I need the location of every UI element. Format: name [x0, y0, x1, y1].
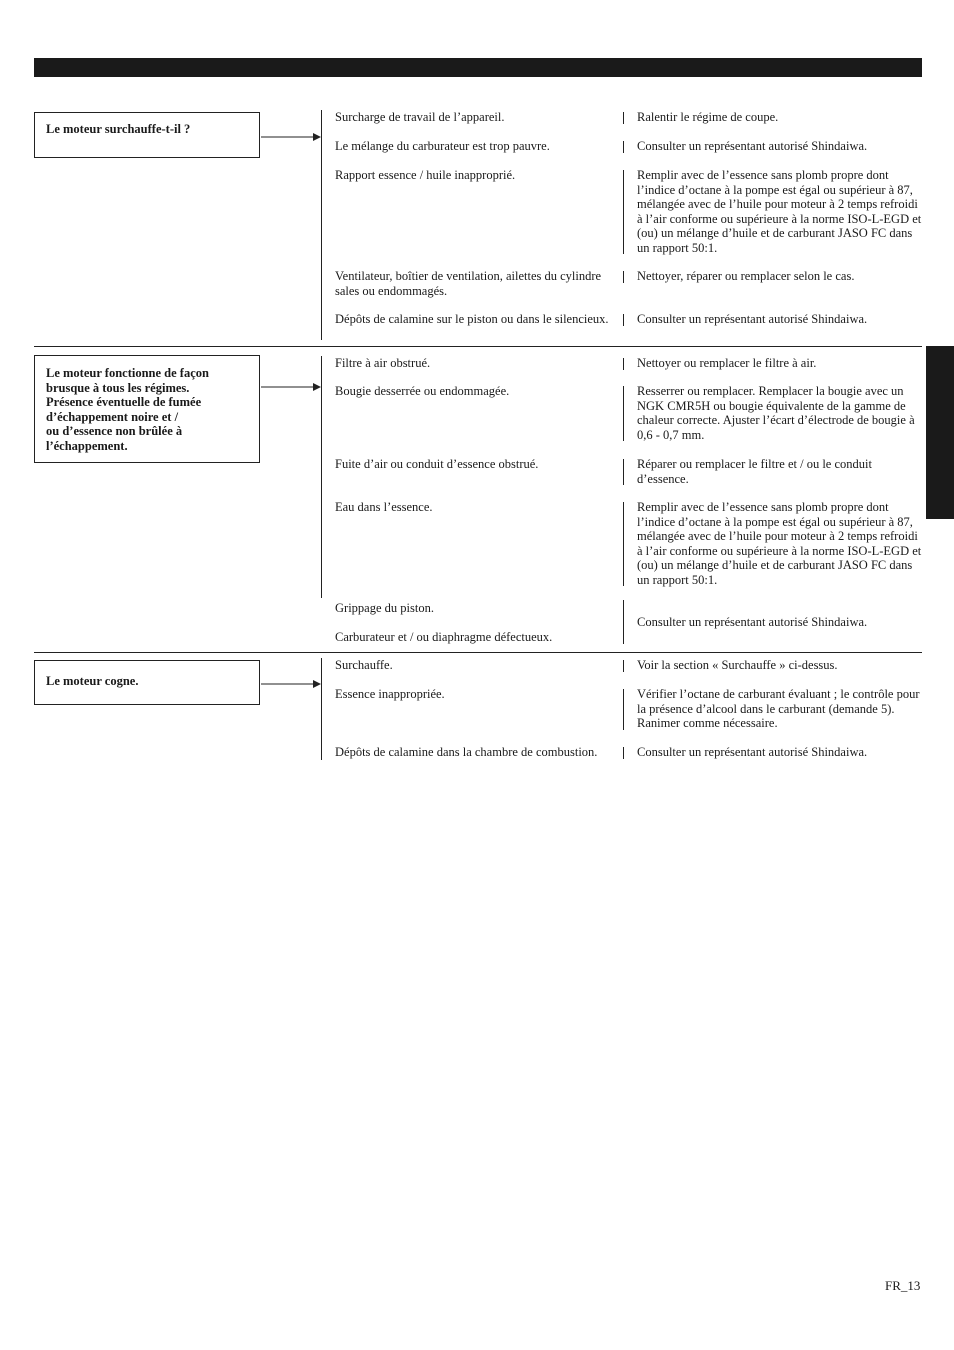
remedy-marker	[623, 459, 624, 485]
remedy-marker	[623, 271, 624, 283]
remedy-item: Resserrer ou remplacer. Remplacer la bougie avec un NGK CMR5H ou bougie équivalente de la gamme de chaleur correcte. Ajuster l’écart d’électrode de bougie à 0,6 - 0,7 mm.	[637, 384, 915, 442]
remedy-item: Consulter un représentant autorisé Shindaiwa.	[637, 312, 868, 326]
cause-item: Rapport essence / huile inapproprié.	[335, 168, 516, 182]
cause-item: Surchauffe.	[335, 658, 393, 672]
remedy-marker	[623, 314, 624, 326]
cause-item: Ventilateur, boîtier de ventilation, ailettes du cylindre sales ou endommagés.	[335, 269, 602, 298]
remedy-marker	[623, 502, 624, 586]
header-bar	[34, 58, 922, 77]
remedy-marker	[623, 600, 624, 644]
question-box	[34, 112, 260, 158]
remedy-item: Consulter un représentant autorisé Shindaiwa.	[637, 745, 868, 759]
remedy-marker	[623, 141, 624, 153]
cause-item: Bougie desserrée ou endommagée.	[335, 384, 510, 398]
question-box	[34, 355, 260, 463]
section-divider	[34, 346, 922, 347]
question-text: Le moteur fonctionne de façon brusque à tous les régimes. Présence éventuelle de fumée d’échappement noire et / ou d’essence non brûlée à l’échappement.	[46, 366, 209, 453]
remedy-item: Vérifier l’octane de carburant évaluant ; le contrôle pour la présence d’alcool dans le carburant (demande 5). Ranimer comme nécessaire.	[637, 687, 920, 730]
remedy-item: Réparer ou remplacer le filtre et / ou le conduit d’essence.	[637, 457, 872, 486]
remedy-item: Ralentir le régime de coupe.	[637, 110, 779, 124]
remedy-item: Nettoyer, réparer ou remplacer selon le cas.	[637, 269, 855, 283]
cause-item: Dépôts de calamine dans la chambre de combustion.	[335, 745, 598, 759]
remedy-marker	[623, 660, 624, 672]
remedy-item: Consulter un représentant autorisé Shindaiwa.	[637, 615, 868, 629]
remedy-marker	[623, 747, 624, 759]
remedy-item: Nettoyer ou remplacer le filtre à air.	[637, 356, 817, 370]
cause-item: Le mélange du carburateur est trop pauvre.	[335, 139, 550, 153]
cause-item: Grippage du piston.	[335, 601, 434, 615]
question-text: Le moteur cogne.	[46, 674, 139, 688]
remedy-marker	[623, 358, 624, 370]
cause-item: Eau dans l’essence.	[335, 500, 433, 514]
remedy-marker	[623, 112, 624, 124]
remedy-item: Remplir avec de l’essence sans plomb propre dont l’indice d’octane à la pompe est égal ou supérieur à 87, mélangée avec de l’huile pour moteur à 2 temps refroidi à l’air conforme ou supérieure à la norme ISO-L-EGD et (ou) un mélange d’huile et de carburant JASO FC dans un rapport 50:1.	[637, 168, 922, 255]
causes-bracket	[321, 658, 322, 760]
arrow-right-icon	[261, 382, 321, 392]
arrow-right-icon	[261, 132, 321, 142]
cause-item: Surcharge de travail de l’appareil.	[335, 110, 505, 124]
remedy-marker	[623, 689, 624, 730]
question-box	[34, 660, 260, 705]
cause-item: Fuite d’air ou conduit d’essence obstrué.	[335, 457, 539, 471]
arrow-right-icon	[261, 679, 321, 689]
remedy-marker	[623, 386, 624, 441]
cause-item: Dépôts de calamine sur le piston ou dans le silencieux.	[335, 312, 609, 326]
cause-item: Essence inappropriée.	[335, 687, 445, 701]
remedy-marker	[623, 170, 624, 254]
remedy-item: Consulter un représentant autorisé Shindaiwa.	[637, 139, 868, 153]
section-divider	[34, 652, 922, 653]
remedy-item: Voir la section « Surchauffe » ci-dessus.	[637, 658, 838, 672]
page-number: FR_13	[885, 1278, 921, 1293]
causes-bracket	[321, 110, 322, 340]
section-tab	[926, 346, 954, 519]
remedy-item: Remplir avec de l’essence sans plomb propre dont l’indice d’octane à la pompe est égal ou supérieur à 87, mélangée avec de l’huile pour moteur à 2 temps refroidi à l’air conforme ou supérieure à la norme ISO-L-EGD et (ou) un mélange d’huile et de carburant JASO FC dans un rapport 50:1.	[637, 500, 922, 587]
cause-item: Carburateur et / ou diaphragme défectueux.	[335, 630, 553, 644]
cause-item: Filtre à air obstrué.	[335, 356, 431, 370]
question-text: Le moteur surchauffe-t-il ?	[46, 122, 191, 136]
causes-bracket	[321, 356, 322, 598]
